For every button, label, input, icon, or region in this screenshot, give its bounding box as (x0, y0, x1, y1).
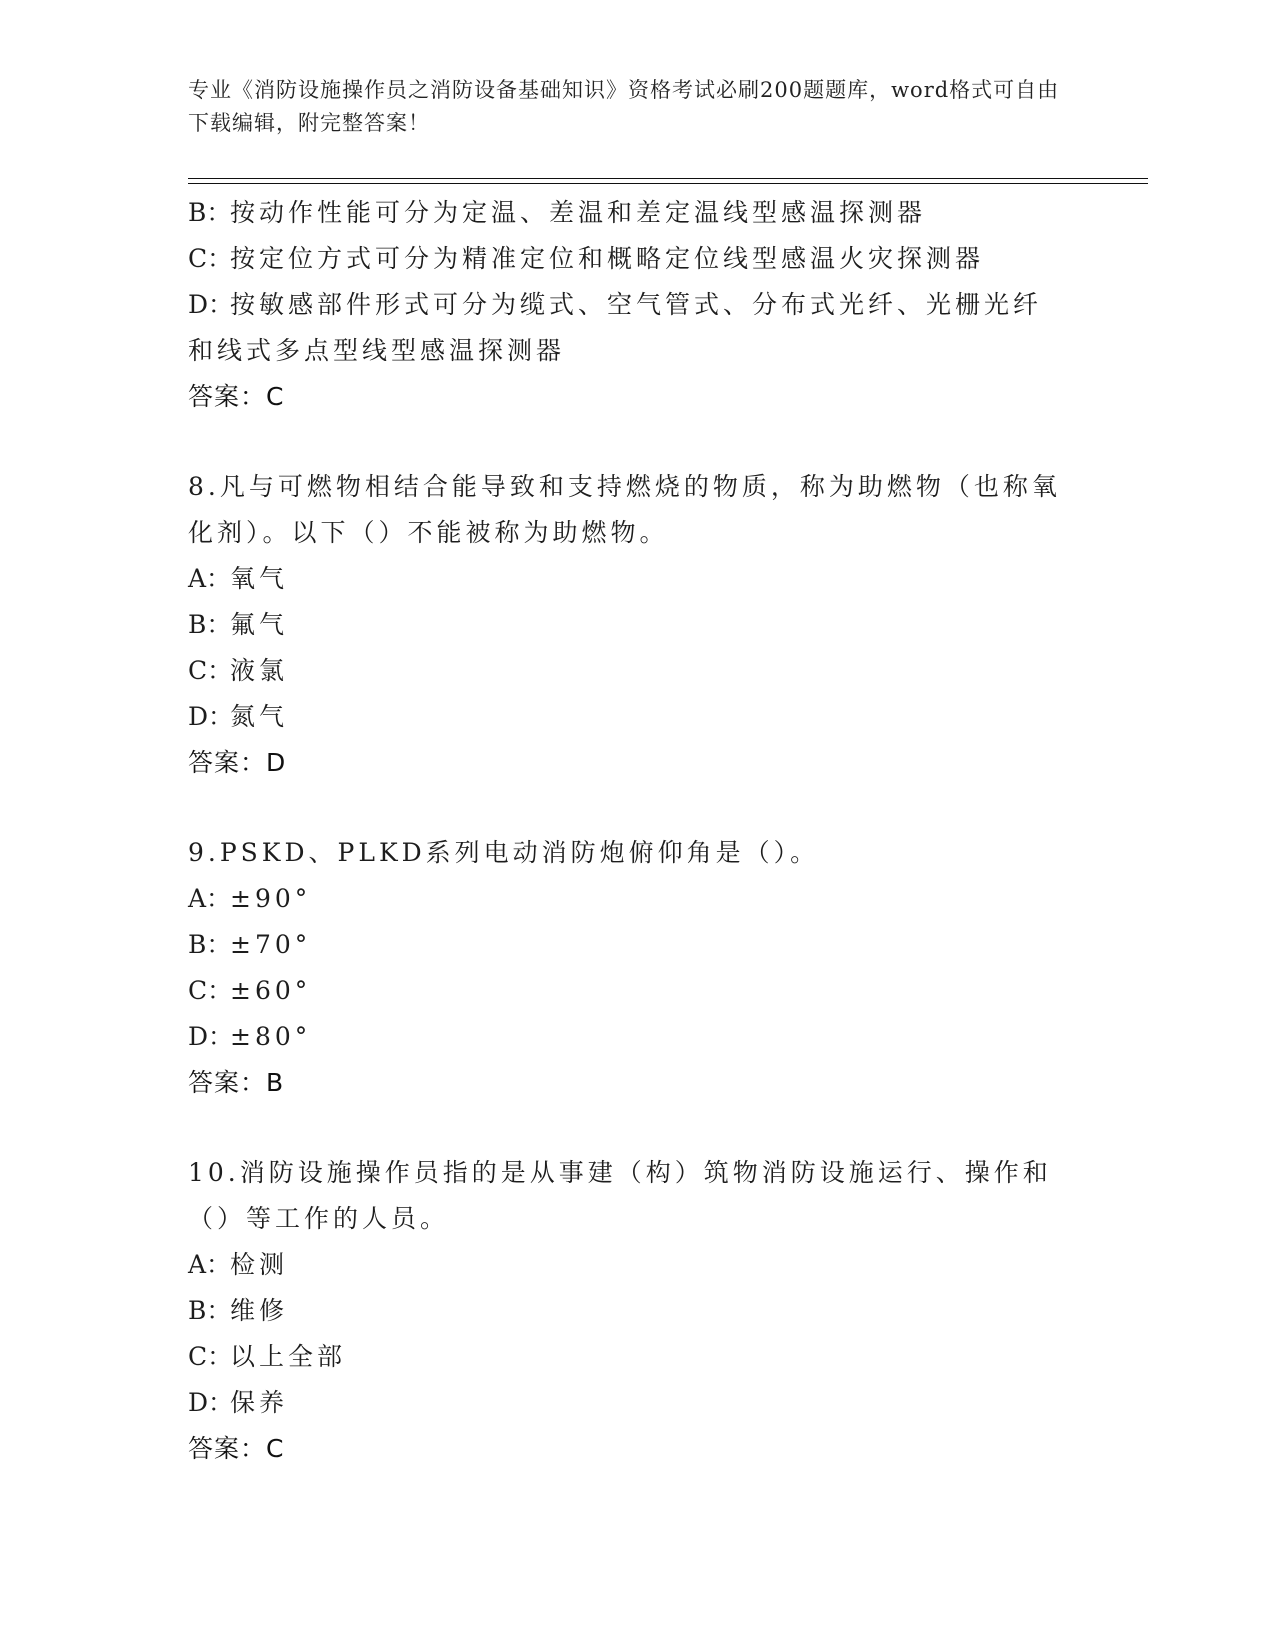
question-stem: 9.PSKD、PLKD系列电动消防炮俯仰角是（）。 (188, 838, 820, 867)
answer: 答案：C (188, 382, 285, 411)
option-label: C： (188, 976, 233, 1005)
question-9 (188, 830, 1088, 1106)
header-divider-top (188, 178, 1148, 179)
option-label: B： (188, 1296, 232, 1325)
option-b (188, 602, 1088, 648)
option-c (188, 968, 1088, 1014)
option-label: C： (188, 1342, 233, 1371)
option-c (188, 648, 1088, 694)
option-text: 液氯 (230, 656, 289, 685)
option-label: A： (188, 564, 232, 593)
question-stem: 10.消防设施操作员指的是从事建（构）筑物消防设施运行、操作和（）等工作的人员。 (188, 1158, 1052, 1233)
option-d (188, 694, 1088, 740)
option-text: 氧气 (230, 564, 289, 593)
option-text: 按敏感部件形式可分为缆式、空气管式、分布式光纤、光栅光纤和线式多点型线型感温探测器 (188, 290, 1043, 365)
option-c (188, 1334, 1088, 1380)
option-label: D： (188, 1388, 234, 1417)
option-text: 按动作性能可分为定温、差温和差定温线型感温探测器 (230, 198, 927, 227)
option-a (188, 1242, 1088, 1288)
option-b (188, 1288, 1088, 1334)
question-stem: 8.凡与可燃物相结合能导致和支持燃烧的物质，称为助燃物（也称氧化剂）。以下（）不能被称为助燃物。 (188, 472, 1061, 547)
option-text: 氟气 (230, 610, 289, 639)
option-b (188, 922, 1088, 968)
option-label: C： (188, 244, 233, 273)
option-text: 按定位方式可分为精准定位和概略定位线型感温火灾探测器 (230, 244, 985, 273)
option-d (188, 282, 1048, 374)
option-label: B： (188, 610, 232, 639)
answer: 答案：C (188, 1434, 285, 1463)
option-text: ±80° (230, 1022, 312, 1051)
option-text: 维修 (230, 1296, 289, 1325)
option-label: A： (188, 884, 232, 913)
option-text: 氮气 (230, 702, 289, 731)
question-10 (188, 1150, 1088, 1472)
answer: 答案：D (188, 748, 287, 777)
option-b (188, 190, 1088, 236)
question-list (188, 190, 1088, 1472)
option-label: A： (188, 1250, 232, 1279)
option-text: 以上全部 (230, 1342, 347, 1371)
option-d (188, 1014, 1088, 1060)
header-divider-bottom (188, 183, 1148, 184)
option-text: 检测 (230, 1250, 289, 1279)
answer: 答案：B (188, 1068, 285, 1097)
option-label: D： (188, 290, 234, 319)
option-label: C： (188, 656, 233, 685)
question-8 (188, 464, 1088, 786)
question-7-tail (188, 190, 1088, 420)
option-label: D： (188, 702, 234, 731)
option-a (188, 556, 1088, 602)
option-text: 保养 (230, 1388, 289, 1417)
option-text: ±90° (230, 884, 312, 913)
option-a (188, 876, 1088, 922)
option-label: B： (188, 930, 232, 959)
option-c (188, 236, 1088, 282)
option-text: ±60° (230, 976, 312, 1005)
option-label: B： (188, 198, 232, 227)
document-header: 专业《消防设施操作员之消防设备基础知识》资格考试必刷200题题库，word格式可自由下载编辑，附完整答案！ (188, 78, 1060, 135)
option-label: D： (188, 1022, 234, 1051)
option-d (188, 1380, 1088, 1426)
option-text: ±70° (230, 930, 312, 959)
